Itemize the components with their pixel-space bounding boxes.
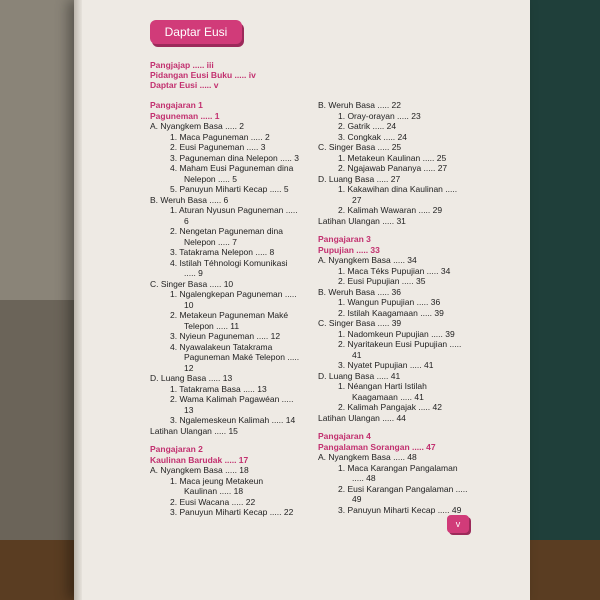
front-entry-3: Daptar Eusi ..... v — [150, 80, 219, 90]
toc-entry: 3. Nyatet Pupujian ..... 41 — [338, 360, 434, 370]
toc-entry: Pangajaran 1 — [150, 100, 203, 110]
toc-entry: 3. Tatakrama Nelepon ..... 8 — [170, 247, 275, 257]
toc-entry: 1. Kakawihan dina Kaulinan ..... — [338, 184, 458, 194]
toc-entry: Nelepon ..... 5 — [184, 173, 237, 184]
toc-entry: 3. Panuyun Miharti Kecap ..... 49 — [338, 504, 462, 515]
toc-entry: 2. Wama Kalimah Pagawéan ..... — [170, 394, 294, 404]
toc-entry: A. Nyangkem Basa ..... 18 — [150, 465, 249, 475]
page-binding-shadow — [74, 0, 82, 600]
toc-entry: 2. Eusi Paguneman ..... 3 — [170, 142, 266, 152]
toc-entry: 2. Kalimah Pangajak ..... 42 — [338, 402, 442, 412]
toc-entry: B. Weruh Basa ..... 22 — [318, 100, 401, 110]
toc-entry: Kaulinan Barudak ..... 17 — [150, 454, 249, 465]
toc-entry: D. Luang Basa ..... 13 — [150, 373, 233, 383]
toc-entry: D. Luang Basa ..... 27 — [318, 173, 401, 184]
toc-entry: C. Singer Basa ..... 25 — [318, 142, 402, 152]
front-entry-1: Pangjajap ..... iii — [150, 60, 214, 70]
toc-entry: 1. Maca Téks Pupujian ..... 34 — [338, 265, 451, 276]
toc-entry: 1. Maca Paguneman ..... 2 — [170, 131, 270, 142]
toc-entry: ..... 9 — [184, 268, 203, 278]
page-number: v — [447, 515, 469, 533]
toc-entry: 49 — [352, 494, 362, 504]
toc-entry: 1. Ngalengkepan Paguneman ..... — [170, 289, 297, 299]
toc-entry: 2. Nyaritakeun Eusi Pupujian ..... — [338, 339, 462, 349]
toc-entry: Paguneman Maké Telepon ..... — [184, 352, 300, 362]
toc-entry: 2. Kalimah Wawaran ..... 29 — [338, 205, 443, 215]
toc-entry: 4. Nyawalakeun Tatakrama — [170, 341, 273, 352]
toc-entry: 3. Paguneman dina Nelepon ..... 3 — [170, 152, 300, 163]
toc-entry: D. Luang Basa ..... 41 — [318, 370, 401, 381]
toc-entry: Pangajaran 3 — [318, 234, 371, 244]
toc-entry: C. Singer Basa ..... 10 — [150, 278, 234, 289]
toc-entry: Latihan Ulangan ..... 15 — [150, 425, 238, 436]
toc-entry: Kaulinan ..... 18 — [184, 486, 244, 496]
toc-entry: 1. Néangan Harti Istilah — [338, 381, 427, 391]
toc-entry: 1. Oray-orayan ..... 23 — [338, 110, 421, 121]
toc-entry: 1. Metakeun Kaulinan ..... 25 — [338, 152, 447, 163]
toc-entry: Pangalaman Sorangan ..... 47 — [318, 441, 436, 452]
toc-entry: 4. Istilah Téhnologi Komunikasi — [170, 257, 288, 268]
toc-entry: 10 — [184, 299, 194, 310]
toc-entry: A. Nyangkem Basa ..... 34 — [318, 255, 417, 265]
book-page — [74, 0, 530, 600]
toc-entry: 1. Wangun Pupujian ..... 36 — [338, 297, 441, 307]
toc-entry: 5. Panuyun Miharti Kecap ..... 5 — [170, 184, 289, 194]
toc-entry: Latihan Ulangan ..... 44 — [318, 412, 406, 423]
toc-entry: 2. Ngajawab Pananya ..... 27 — [338, 163, 448, 173]
toc-entry: 27 — [352, 194, 362, 205]
toc-entry: Telepon ..... 11 — [184, 320, 240, 331]
page-title: Daptar Eusi — [150, 20, 242, 44]
toc-entry: 2. Eusi Karangan Pangalaman ..... — [338, 483, 468, 494]
toc-entry: Pupujian ..... 33 — [318, 244, 380, 255]
toc-entry: 2. Nengetan Paguneman dina — [170, 226, 283, 236]
toc-entry: A. Nyangkem Basa ..... 48 — [318, 452, 417, 462]
toc-entry: 6 — [184, 215, 189, 226]
toc-entry: Nelepon ..... 7 — [184, 236, 237, 247]
toc-entry: C. Singer Basa ..... 39 — [318, 318, 402, 328]
toc-entry: ..... 48 — [352, 473, 376, 483]
toc-entry: 3. Ngalemeskeun Kalimah ..... 14 — [170, 415, 296, 425]
toc-entry: 4. Maham Eusi Paguneman dina — [170, 163, 294, 173]
toc-entry: 3. Panuyun Miharti Kecap ..... 22 — [170, 507, 294, 517]
toc-entry: Kaagamaan ..... 41 — [352, 391, 424, 402]
toc-entry: Pangajaran 4 — [318, 431, 371, 441]
toc-entry: 1. Tatakrama Basa ..... 13 — [170, 383, 267, 394]
toc-entry: 1. Aturan Nyusun Paguneman ..... — [170, 205, 298, 215]
toc-entry: B. Weruh Basa ..... 36 — [318, 286, 401, 297]
toc-entry: 13 — [184, 404, 194, 415]
toc-entry: 3. Nyieun Paguneman ..... 12 — [170, 331, 281, 341]
toc-entry: 41 — [352, 349, 362, 360]
front-entry-2: Pidangan Eusi Buku ..... iv — [150, 70, 256, 80]
toc-entry: B. Weruh Basa ..... 6 — [150, 194, 229, 205]
toc-entry: 1. Maca Karangan Pangalaman — [338, 462, 458, 473]
toc-entry: 2. Istilah Kaagamaan ..... 39 — [338, 307, 444, 318]
toc-entry: Latihan Ulangan ..... 31 — [318, 215, 406, 226]
toc-entry: 2. Eusi Wacana ..... 22 — [170, 496, 256, 507]
toc-entry: 2. Eusi Pupujian ..... 35 — [338, 276, 426, 286]
toc-entry: 2. Gatrik ..... 24 — [338, 121, 397, 131]
toc-entry: 1. Maca jeung Metakeun — [170, 475, 264, 486]
toc-entry: 3. Congkak ..... 24 — [338, 131, 407, 142]
toc-entry: 12 — [184, 362, 194, 373]
toc-entry: Paguneman ..... 1 — [150, 110, 220, 121]
toc-entry: A. Nyangkem Basa ..... 2 — [150, 121, 245, 131]
toc-entry: 2. Metakeun Paguneman Maké — [170, 310, 289, 320]
toc-entry: Pangajaran 2 — [150, 444, 203, 454]
background-right — [520, 0, 600, 600]
toc-entry: 1. Nadomkeun Pupujian ..... 39 — [338, 328, 455, 339]
